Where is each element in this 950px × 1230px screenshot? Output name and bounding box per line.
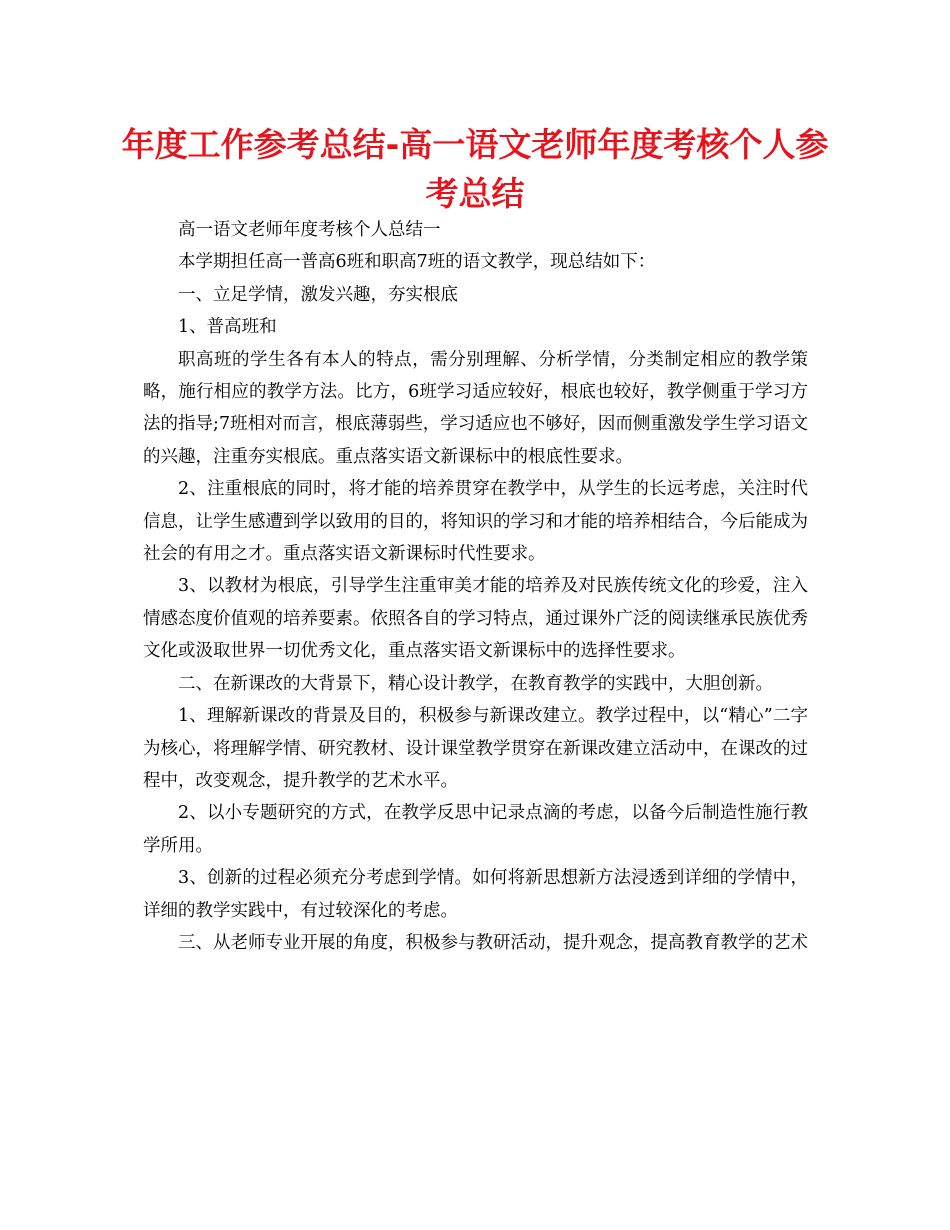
paragraph: 1、普高班和: [178, 317, 277, 338]
paragraph: 2、以小专题研究的方式，在教学反思中记录点滴的考虑，以备今后制造性施行教学所用。: [143, 803, 808, 856]
paragraph: 3、创新的过程必须充分考虑到学情。如何将新思想新方法浸透到详细的学情中，详细的教学实践中，有过较深化的考虑。: [143, 868, 808, 921]
document-body: [143, 214, 808, 959]
paragraph: 本学期担任高一普高6班和职高7班的语文教学，现总结如下：: [178, 252, 656, 273]
paragraph: 高一语文老师年度考核个人总结一: [178, 220, 441, 240]
paragraph: 职高班的学生各有本人的特点，需分别理解、分析学情，分类制定相应的教学策略，施行相应的教学方法。比方，6班学习适应较好，根底也较好，教学侧重于学习方法的指导;7班相对而言，根底薄弱些，学习适应也不够好，因而侧重激发学生学习语文的兴趣，注重夯实根底。重点落实语文新课标中的根底性要求。: [143, 349, 808, 467]
paragraph: 1、理解新课改的背景及目的，积极参与新课改建立。教学过程中，以“精心”二字为核心，将理解学情、研究教材、设计课堂教学贯穿在新课改建立活动中，在课改的过程中，改变观念，提升教学的艺术水平。: [143, 706, 808, 791]
section-heading: 一、立足学情，激发兴趣，夯实根底: [178, 284, 458, 305]
paragraph: 3、以教材为根底，引导学生注重审美才能的培养及对民族传统文化的珍爱，注入情感态度价值观的培养要素。依照各自的学习特点，通过课外广泛的阅读继承民族优秀文化或汲取世界一切优秀文化，重点落实语文新课标中的选择性要求。: [143, 576, 808, 662]
section-heading: 三、从老师专业开展的角度，积极参与教研活动，提升观念，提高教育教学的艺术: [178, 932, 808, 953]
section-heading: 二、在新课改的大背景下，精心设计教学，在教育教学的实践中，大胆创新。: [178, 673, 773, 694]
document-title: 年度工作参考总结-高一语文老师年度考核个人参考总结: [121, 125, 829, 213]
paragraph: 2、注重根底的同时，将才能的培养贯穿在教学中，从学生的长远考虑，关注时代信息，让学生感遭到学以致用的目的，将知识的学习和才能的培养相结合，今后能成为社会的有用之才。重点落实语文新课标时代性要求。: [143, 479, 808, 565]
